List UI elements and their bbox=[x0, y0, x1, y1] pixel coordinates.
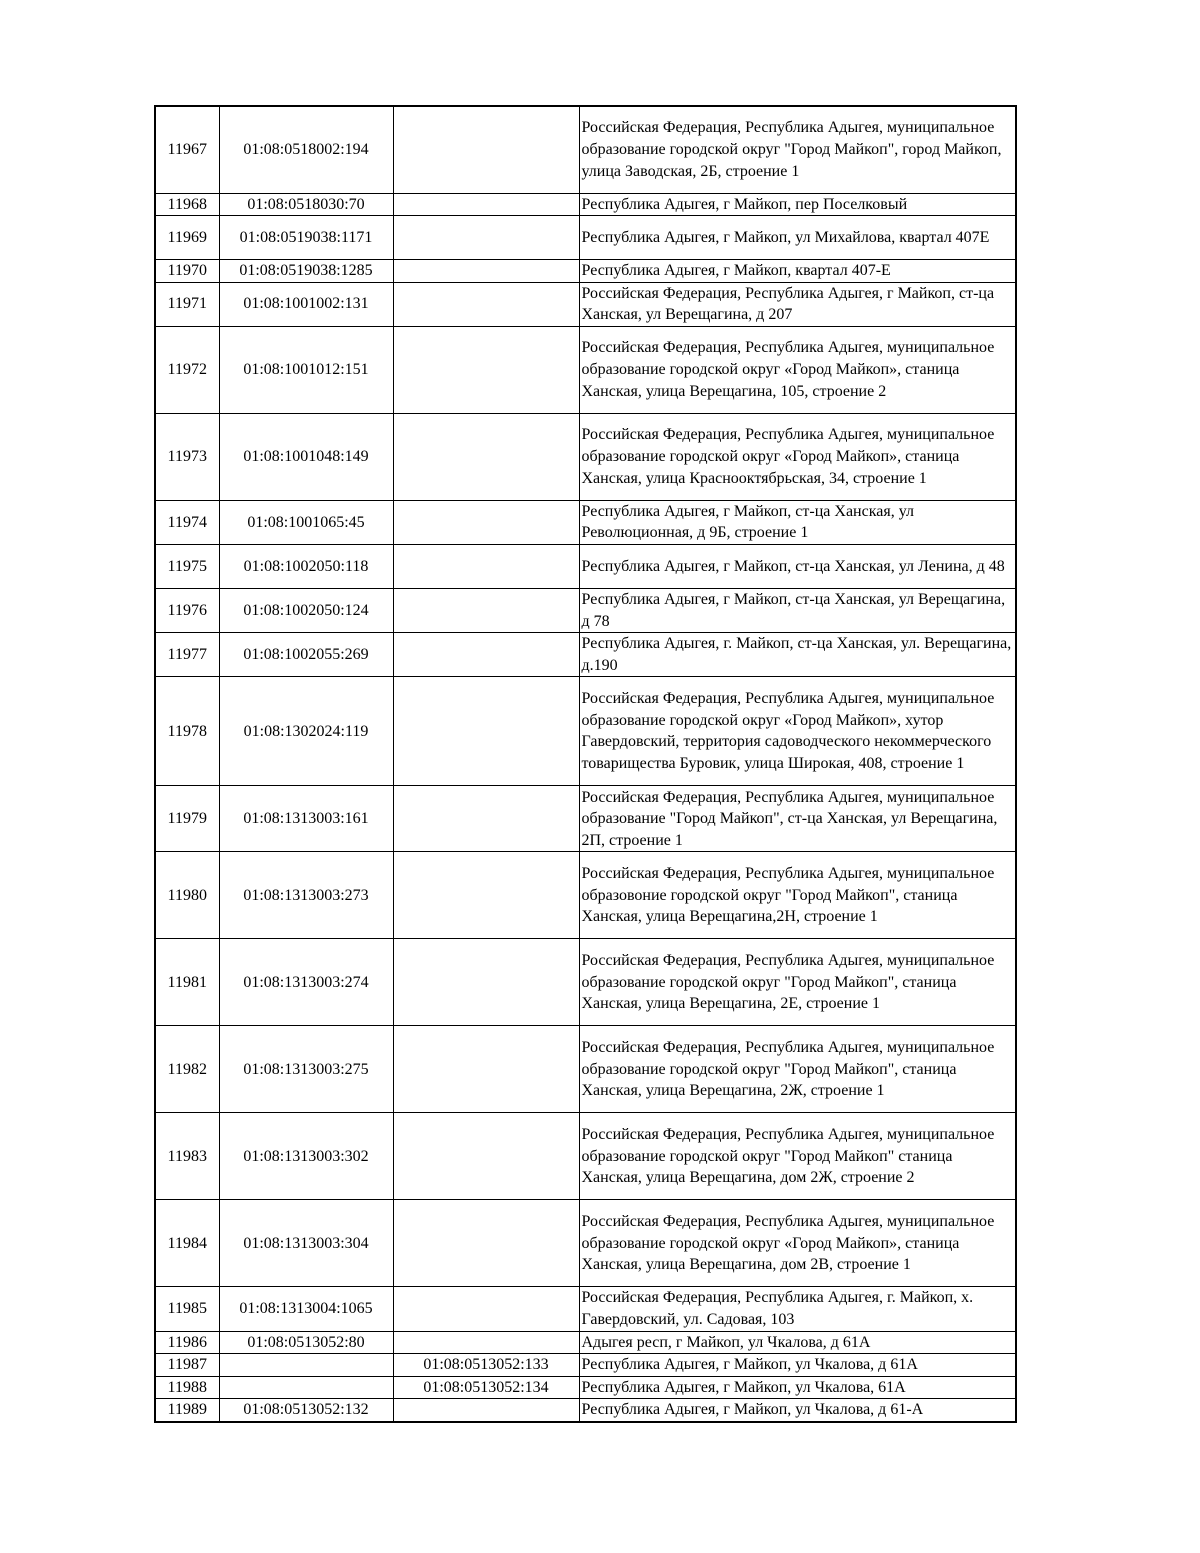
cadastral-number-secondary-cell bbox=[393, 106, 579, 193]
cadastral-number-secondary-cell: 01:08:0513052:133 bbox=[393, 1354, 579, 1377]
address-cell: Российская Федерация, Республика Адыгея, муниципальное образовоние городской округ "Город Майкоп", станица Ханская, улица Верещагина,2Н, строение 1 bbox=[579, 852, 1016, 939]
cadastral-number-secondary-cell bbox=[393, 500, 579, 544]
row-number-cell: 11980 bbox=[155, 852, 219, 939]
address-cell: Республика Адыгея, г Майкоп, квартал 407-Е bbox=[579, 260, 1016, 283]
cadastral-number-secondary-cell bbox=[393, 1113, 579, 1200]
cadastral-number-cell: 01:08:0518030:70 bbox=[219, 193, 393, 216]
row-number-cell: 11988 bbox=[155, 1376, 219, 1399]
row-number-cell: 11975 bbox=[155, 545, 219, 589]
cadastral-number-secondary-cell bbox=[393, 326, 579, 413]
cadastral-number-cell: 01:08:1001065:45 bbox=[219, 500, 393, 544]
table-row bbox=[155, 326, 1016, 413]
registry-table bbox=[154, 105, 1017, 1423]
address-cell: Российская Федерация, Республика Адыгея, г. Майкоп, х. Гавердовский, ул. Садовая, 103 bbox=[579, 1287, 1016, 1331]
table-row bbox=[155, 106, 1016, 193]
cadastral-number-secondary-cell bbox=[393, 1026, 579, 1113]
row-number-cell: 11968 bbox=[155, 193, 219, 216]
cadastral-number-cell: 01:08:0519038:1171 bbox=[219, 216, 393, 260]
row-number-cell: 11982 bbox=[155, 1026, 219, 1113]
cadastral-number-cell: 01:08:1002050:124 bbox=[219, 589, 393, 633]
cadastral-number-secondary-cell bbox=[393, 1399, 579, 1422]
address-cell: Российская Федерация, Республика Адыгея, муниципальное образование городской округ "Город Майкоп", город Майкоп, улица Заводская, 2Б, строение 1 bbox=[579, 106, 1016, 193]
row-number-cell: 11987 bbox=[155, 1354, 219, 1377]
address-cell: Российская Федерация, Республика Адыгея, муниципальное образование городской округ "Город Майкоп", станица Ханская, улица Верещагина, 2Ж, строение 1 bbox=[579, 1026, 1016, 1113]
address-cell: Республика Адыгея, г Майкоп, ст-ца Ханская, ул Ленина, д 48 bbox=[579, 545, 1016, 589]
address-cell: Республика Адыгея, г Майкоп, ул Михайлова, квартал 407Е bbox=[579, 216, 1016, 260]
cadastral-number-secondary-cell bbox=[393, 677, 579, 786]
cadastral-number-cell: 01:08:1313004:1065 bbox=[219, 1287, 393, 1331]
cadastral-number-secondary-cell bbox=[393, 1200, 579, 1287]
row-number-cell: 11976 bbox=[155, 589, 219, 633]
cadastral-number-cell: 01:08:1302024:119 bbox=[219, 677, 393, 786]
cadastral-number-secondary-cell bbox=[393, 1331, 579, 1354]
row-number-cell: 11967 bbox=[155, 106, 219, 193]
cadastral-number-secondary-cell bbox=[393, 260, 579, 283]
cadastral-number-cell: 01:08:0513052:80 bbox=[219, 1331, 393, 1354]
cadastral-number-cell: 01:08:1313003:304 bbox=[219, 1200, 393, 1287]
cadastral-number-cell bbox=[219, 1354, 393, 1377]
row-number-cell: 11985 bbox=[155, 1287, 219, 1331]
address-cell: Республика Адыгея, г Майкоп, ст-ца Ханская, ул Революционная, д 9Б, строение 1 bbox=[579, 500, 1016, 544]
table-row bbox=[155, 413, 1016, 500]
table-row bbox=[155, 1376, 1016, 1399]
cadastral-number-cell: 01:08:0518002:194 bbox=[219, 106, 393, 193]
address-cell: Российская Федерация, Республика Адыгея, муниципальное образование городской округ "Город Майкоп" станица Ханская, улица Верещагина, дом 2Ж, строение 2 bbox=[579, 1113, 1016, 1200]
table-row bbox=[155, 1354, 1016, 1377]
address-cell: Республика Адыгея, г. Майкоп, ст-ца Ханская, ул. Верещагина, д.190 bbox=[579, 633, 1016, 677]
address-cell: Российская Федерация, Республика Адыгея, муниципальное образование городской округ «Город Майкоп», станица Ханская, улица Краснооктябрьская, 34, строение 1 bbox=[579, 413, 1016, 500]
cadastral-number-secondary-cell bbox=[393, 852, 579, 939]
row-number-cell: 11971 bbox=[155, 282, 219, 326]
table-row bbox=[155, 1026, 1016, 1113]
address-cell: Российская Федерация, Республика Адыгея, муниципальное образование городской округ "Город Майкоп", станица Ханская, улица Верещагина, 2Е, строение 1 bbox=[579, 939, 1016, 1026]
table-row bbox=[155, 193, 1016, 216]
row-number-cell: 11972 bbox=[155, 326, 219, 413]
row-number-cell: 11981 bbox=[155, 939, 219, 1026]
row-number-cell: 11983 bbox=[155, 1113, 219, 1200]
address-cell: Республика Адыгея, г Майкоп, пер Поселковый bbox=[579, 193, 1016, 216]
cadastral-number-secondary-cell bbox=[393, 589, 579, 633]
row-number-cell: 11989 bbox=[155, 1399, 219, 1422]
address-cell: Российская Федерация, Республика Адыгея, муниципальное образование городской округ «Город Майкоп», станица Ханская, улица Верещагина, 105, строение 2 bbox=[579, 326, 1016, 413]
row-number-cell: 11979 bbox=[155, 786, 219, 852]
cadastral-number-secondary-cell bbox=[393, 633, 579, 677]
address-cell: Российская Федерация, Республика Адыгея, муниципальное образование городской округ «Город Майкоп», хутор Гавердовский, территория садоводческого некоммерческого товарищества Буровик, улица Широкая, 408, строение 1 bbox=[579, 677, 1016, 786]
address-cell: Республика Адыгея, г Майкоп, ул Чкалова, 61А bbox=[579, 1376, 1016, 1399]
table-row bbox=[155, 939, 1016, 1026]
cadastral-number-cell: 01:08:0519038:1285 bbox=[219, 260, 393, 283]
cadastral-number-secondary-cell: 01:08:0513052:134 bbox=[393, 1376, 579, 1399]
cadastral-number-cell: 01:08:0513052:132 bbox=[219, 1399, 393, 1422]
address-cell: Республика Адыгея, г Майкоп, ул Чкалова, д 61А bbox=[579, 1354, 1016, 1377]
table-row bbox=[155, 1331, 1016, 1354]
cadastral-number-cell: 01:08:1002050:118 bbox=[219, 545, 393, 589]
table-row bbox=[155, 260, 1016, 283]
table-row bbox=[155, 1113, 1016, 1200]
cadastral-number-cell: 01:08:1313003:273 bbox=[219, 852, 393, 939]
table-row bbox=[155, 282, 1016, 326]
table-row bbox=[155, 500, 1016, 544]
cadastral-number-cell: 01:08:1313003:302 bbox=[219, 1113, 393, 1200]
cadastral-number-secondary-cell bbox=[393, 193, 579, 216]
row-number-cell: 11977 bbox=[155, 633, 219, 677]
address-cell: Республика Адыгея, г Майкоп, ст-ца Ханская, ул Верещагина, д 78 bbox=[579, 589, 1016, 633]
row-number-cell: 11973 bbox=[155, 413, 219, 500]
table-row bbox=[155, 677, 1016, 786]
row-number-cell: 11974 bbox=[155, 500, 219, 544]
table-row bbox=[155, 786, 1016, 852]
table-row bbox=[155, 1287, 1016, 1331]
table-row bbox=[155, 633, 1016, 677]
cadastral-number-cell: 01:08:1313003:274 bbox=[219, 939, 393, 1026]
table-row bbox=[155, 545, 1016, 589]
cadastral-number-cell: 01:08:1313003:275 bbox=[219, 1026, 393, 1113]
address-cell: Республика Адыгея, г Майкоп, ул Чкалова, д 61-А bbox=[579, 1399, 1016, 1422]
table-row bbox=[155, 216, 1016, 260]
cadastral-number-secondary-cell bbox=[393, 1287, 579, 1331]
cadastral-number-secondary-cell bbox=[393, 939, 579, 1026]
cadastral-number-secondary-cell bbox=[393, 413, 579, 500]
address-cell: Российская Федерация, Республика Адыгея, муниципальное образование "Город Майкоп", ст-ца Ханская, ул Верещагина, 2П, строение 1 bbox=[579, 786, 1016, 852]
address-cell: Адыгея респ, г Майкоп, ул Чкалова, д 61А bbox=[579, 1331, 1016, 1354]
row-number-cell: 11984 bbox=[155, 1200, 219, 1287]
row-number-cell: 11969 bbox=[155, 216, 219, 260]
cadastral-number-secondary-cell bbox=[393, 786, 579, 852]
cadastral-number-cell: 01:08:1001048:149 bbox=[219, 413, 393, 500]
cadastral-number-cell: 01:08:1313003:161 bbox=[219, 786, 393, 852]
cadastral-number-cell: 01:08:1002055:269 bbox=[219, 633, 393, 677]
table-row bbox=[155, 1399, 1016, 1422]
cadastral-number-secondary-cell bbox=[393, 216, 579, 260]
address-cell: Российская Федерация, Республика Адыгея, муниципальное образование городской округ «Город Майкоп», станица Ханская, улица Верещагина, дом 2В, строение 1 bbox=[579, 1200, 1016, 1287]
cadastral-number-cell: 01:08:1001012:151 bbox=[219, 326, 393, 413]
cadastral-number-secondary-cell bbox=[393, 282, 579, 326]
address-cell: Российская Федерация, Республика Адыгея, г Майкоп, ст-ца Ханская, ул Верещагина, д 207 bbox=[579, 282, 1016, 326]
table-row bbox=[155, 589, 1016, 633]
cadastral-number-secondary-cell bbox=[393, 545, 579, 589]
cadastral-number-cell: 01:08:1001002:131 bbox=[219, 282, 393, 326]
table-row bbox=[155, 1200, 1016, 1287]
table-row bbox=[155, 852, 1016, 939]
row-number-cell: 11970 bbox=[155, 260, 219, 283]
cadastral-number-cell bbox=[219, 1376, 393, 1399]
row-number-cell: 11978 bbox=[155, 677, 219, 786]
registry-table-body bbox=[155, 106, 1016, 1422]
row-number-cell: 11986 bbox=[155, 1331, 219, 1354]
